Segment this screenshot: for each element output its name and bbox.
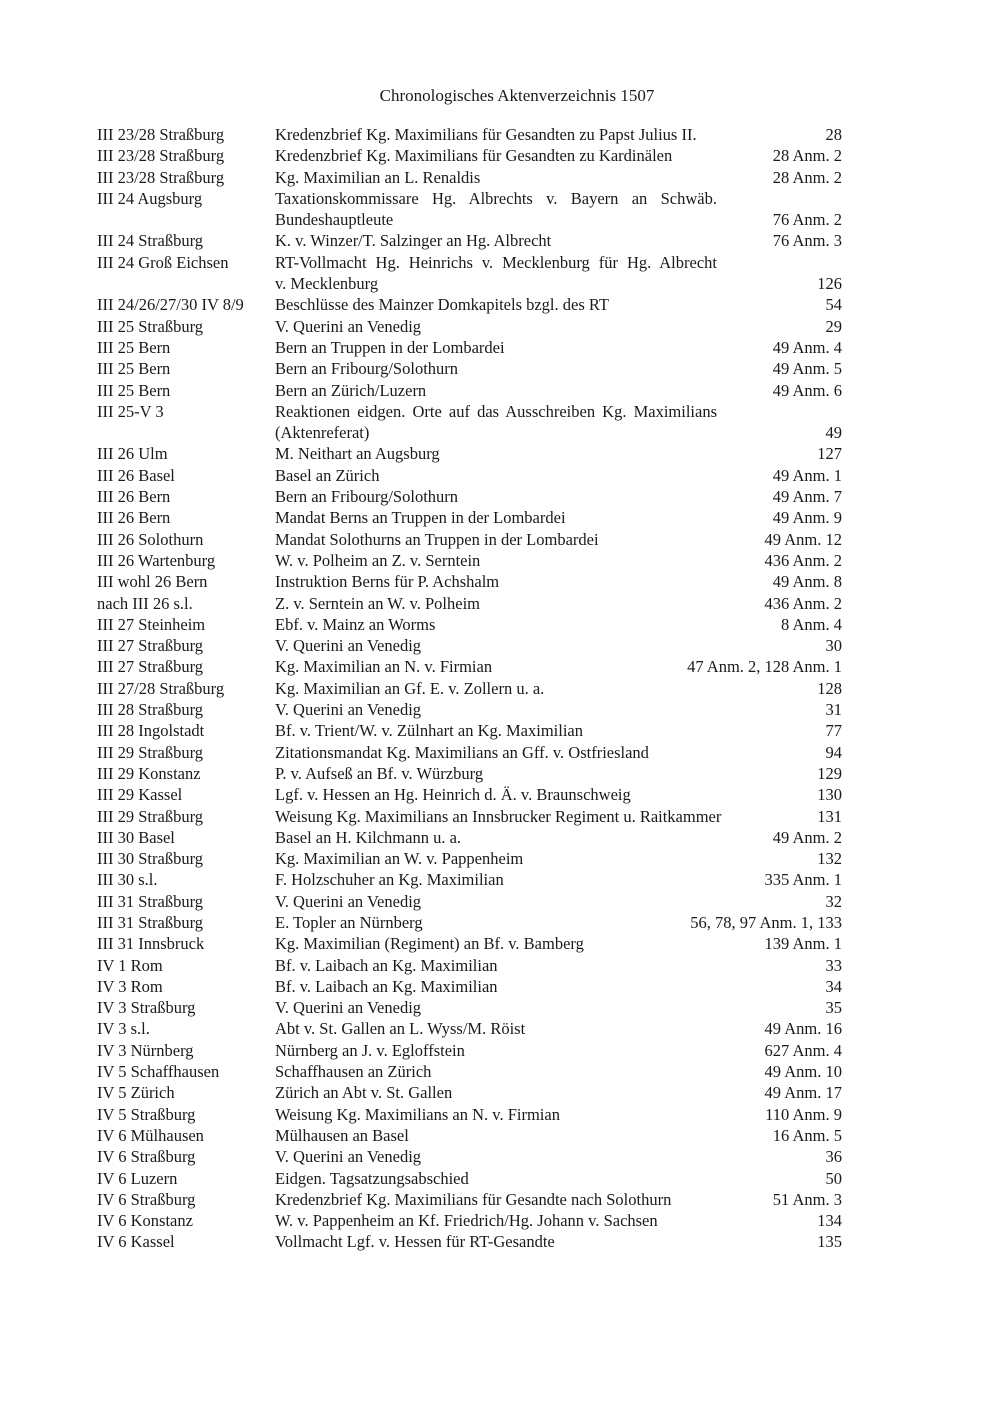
entry-date: III 23/28 Straßburg xyxy=(97,125,225,144)
register-entry xyxy=(97,891,842,912)
entry-description-line: Bern an Fribourg/Solothurn xyxy=(275,487,459,507)
entry-page-reference: 132 xyxy=(817,849,842,869)
entry-description-line: Kg. Maximilian an N. v. Firmian xyxy=(275,657,493,677)
entry-date: IV 5 Straßburg xyxy=(97,1104,196,1124)
entry-description xyxy=(275,1231,842,1252)
entry-description-line: V. Querini an Venedig xyxy=(275,700,422,720)
entry-description xyxy=(275,1040,842,1061)
entry-description xyxy=(275,720,842,741)
register-entry xyxy=(97,1125,842,1146)
entry-description-line: Vollmacht Lgf. v. Hessen für RT-Gesandte xyxy=(275,1232,555,1252)
entry-description-line: Kredenzbrief Kg. Maximilians für Gesandte nach Solothurn xyxy=(275,1189,672,1209)
register-entry xyxy=(97,593,842,614)
entry-description-line: Schaffhausen an Zürich xyxy=(275,1062,432,1082)
entry-description xyxy=(275,401,842,444)
register-entry xyxy=(97,550,842,571)
entry-description-line: Mandat Solothurns an Truppen in der Lombardei xyxy=(275,529,599,549)
entry-date: III 26 Wartenburg xyxy=(97,550,216,570)
register-entry xyxy=(97,401,842,444)
entry-date: III 29 Straßburg xyxy=(97,806,204,826)
entry-date: IV 6 Straßburg xyxy=(97,1147,196,1167)
entry-date: III 29 Straßburg xyxy=(97,742,204,762)
entry-description-line: K. v. Winzer/T. Salzinger an Hg. Albrecht xyxy=(275,231,552,251)
register-entry xyxy=(97,316,842,337)
entry-page-reference: 76 Anm. 3 xyxy=(772,231,842,251)
entry-description-line: v. Mecklenburg xyxy=(275,274,379,294)
entry-description xyxy=(275,124,842,145)
entry-description-line: RT-Vollmacht Hg. Heinrichs v. Mecklenburg für Hg. Albrecht xyxy=(275,252,717,272)
entry-date: III 25 Straßburg xyxy=(97,316,204,336)
register-entry xyxy=(97,976,842,997)
entry-description xyxy=(275,1018,842,1039)
entry-description xyxy=(275,380,842,401)
entry-date: IV 3 Rom xyxy=(97,976,163,996)
entry-description-line: Basel an Zürich xyxy=(275,465,380,485)
entry-description-line: Kredenzbrief Kg. Maximilians für Gesandten zu Papst Julius II. xyxy=(275,125,697,144)
entry-description-line: Eidgen. Tagsatzungsabschied xyxy=(275,1168,469,1188)
entry-date: III 26 Bern xyxy=(97,487,171,507)
entry-page-reference: 131 xyxy=(817,806,842,826)
entry-page-reference: 16 Anm. 5 xyxy=(772,1125,842,1145)
register-list xyxy=(97,124,842,1253)
entry-date: III 27 Straßburg xyxy=(97,657,204,677)
entry-date: nach III 26 s.l. xyxy=(97,593,193,613)
entry-date: III 24 Straßburg xyxy=(97,231,204,251)
register-entry xyxy=(97,571,842,592)
entry-description xyxy=(275,955,842,976)
entry-description xyxy=(275,1061,842,1082)
register-entry xyxy=(97,1231,842,1252)
entry-description-line: Weisung Kg. Maximilians an N. v. Firmian xyxy=(275,1104,560,1124)
entry-page-reference: 49 Anm. 5 xyxy=(772,359,842,379)
entry-date: IV 3 s.l. xyxy=(97,1019,150,1039)
entry-description xyxy=(275,806,842,827)
entry-description xyxy=(275,550,842,571)
register-entry xyxy=(97,869,842,890)
entry-date: III 28 Ingolstadt xyxy=(97,721,205,741)
register-entry xyxy=(97,337,842,358)
entry-page-reference: 36 xyxy=(825,1147,842,1167)
entry-page-reference: 49 Anm. 6 xyxy=(772,380,842,400)
entry-page-reference: 139 Anm. 1 xyxy=(764,934,842,954)
entry-page-reference: 135 xyxy=(817,1232,842,1252)
entry-description-line: P. v. Aufseß an Bf. v. Würzburg xyxy=(275,763,484,783)
entry-date: III 30 Basel xyxy=(97,827,175,847)
entry-page-reference: 126 xyxy=(817,274,842,294)
entry-date: III 25 Bern xyxy=(97,380,171,400)
entry-page-reference: 134 xyxy=(817,1211,842,1231)
entry-description xyxy=(275,763,842,784)
entry-description-line: M. Neithart an Augsburg xyxy=(275,444,440,464)
register-entry xyxy=(97,529,842,550)
entry-date: IV 6 Straßburg xyxy=(97,1189,196,1209)
entry-description xyxy=(275,827,842,848)
entry-page-reference: 49 Anm. 8 xyxy=(772,572,842,592)
entry-description xyxy=(275,869,842,890)
entry-description-line: Kg. Maximilian an Gf. E. v. Zollern u. a. xyxy=(275,678,545,698)
entry-date: IV 3 Straßburg xyxy=(97,998,196,1018)
register-entry xyxy=(97,933,842,954)
entry-description-line: Abt v. St. Gallen an L. Wyss/M. Röist xyxy=(275,1019,526,1039)
entry-description-line: Kg. Maximilian an W. v. Pappenheim xyxy=(275,849,524,869)
register-entry xyxy=(97,742,842,763)
entry-date: III 26 Solothurn xyxy=(97,529,204,549)
entry-description-line: Instruktion Berns für P. Achshalm xyxy=(275,572,500,592)
entry-page-reference: 49 Anm. 16 xyxy=(764,1019,842,1039)
entry-page-reference: 49 Anm. 7 xyxy=(772,487,842,507)
entry-description-line: F. Holzschuher an Kg. Maximilian xyxy=(275,870,504,890)
entry-description xyxy=(275,997,842,1018)
register-entry xyxy=(97,827,842,848)
entry-description xyxy=(275,848,842,869)
register-entry xyxy=(97,145,842,166)
entry-page-reference: 127 xyxy=(817,444,842,464)
register-entry xyxy=(97,955,842,976)
entry-description-line: Mandat Berns an Truppen in der Lombardei xyxy=(275,508,566,528)
register-entry xyxy=(97,1146,842,1167)
entry-description xyxy=(275,635,842,656)
entry-description xyxy=(275,358,842,379)
entry-description xyxy=(275,337,842,358)
entry-description-line: Z. v. Serntein an W. v. Polheim xyxy=(275,593,481,613)
entry-description xyxy=(275,145,842,166)
register-entry xyxy=(97,806,842,827)
entry-page-reference: 47 Anm. 2, 128 Anm. 1 xyxy=(687,657,842,677)
entry-description-line: Bf. v. Trient/W. v. Zülnhart an Kg. Maximilian xyxy=(275,721,583,741)
entry-date: IV 5 Zürich xyxy=(97,1083,175,1103)
entry-description-line: V. Querini an Venedig xyxy=(275,316,422,336)
entry-date: III 28 Straßburg xyxy=(97,700,204,720)
entry-page-reference: 130 xyxy=(817,785,842,805)
entry-description-line: Mülhausen an Basel xyxy=(275,1125,409,1145)
entry-page-reference: 30 xyxy=(825,636,842,656)
entry-description-line: Nürnberg an J. v. Egloffstein xyxy=(275,1040,465,1060)
entry-description xyxy=(275,678,842,699)
entry-description xyxy=(275,316,842,337)
entry-date: IV 3 Nürnberg xyxy=(97,1040,194,1060)
entry-description xyxy=(275,1125,842,1146)
entry-description-line: Kredenzbrief Kg. Maximilians für Gesandten zu Kardinälen xyxy=(275,146,673,166)
entry-description xyxy=(275,614,842,635)
register-entry xyxy=(97,167,842,188)
entry-date: III 24/26/27/30 IV 8/9 xyxy=(97,295,244,315)
register-entry xyxy=(97,720,842,741)
entry-page-reference: 77 xyxy=(825,721,842,741)
entry-date: IV 6 Luzern xyxy=(97,1168,178,1188)
entry-description xyxy=(275,976,842,997)
register-entry xyxy=(97,294,842,315)
register-entry xyxy=(97,635,842,656)
entry-description xyxy=(275,167,842,188)
entry-date: III 29 Kassel xyxy=(97,785,183,805)
entry-description xyxy=(275,486,842,507)
entry-page-reference: 94 xyxy=(825,742,842,762)
entry-description xyxy=(275,188,842,231)
entry-description xyxy=(275,465,842,486)
register-entry xyxy=(97,188,842,231)
entry-description-line: Bern an Zürich/Luzern xyxy=(275,380,427,400)
register-entry xyxy=(97,1018,842,1039)
entry-description xyxy=(275,699,842,720)
entry-page-reference: 35 xyxy=(825,998,842,1018)
entry-date: III 23/28 Straßburg xyxy=(97,146,225,166)
entry-date: III 26 Ulm xyxy=(97,444,168,464)
entry-description xyxy=(275,1104,842,1125)
entry-description-line: Ebf. v. Mainz an Worms xyxy=(275,614,436,634)
entry-page-reference: 28 Anm. 2 xyxy=(772,146,842,166)
register-entry xyxy=(97,912,842,933)
entry-page-reference: 49 xyxy=(825,423,842,443)
register-entry xyxy=(97,358,842,379)
entry-description xyxy=(275,443,842,464)
page-header: Chronologisches Aktenverzeichnis 1507 xyxy=(379,86,655,105)
entry-page-reference: 436 Anm. 2 xyxy=(764,550,842,570)
entry-description-line: Bundeshauptleute xyxy=(275,210,394,230)
entry-date: IV 6 Konstanz xyxy=(97,1211,193,1231)
entry-description-line: Kg. Maximilian (Regiment) an Bf. v. Bamberg xyxy=(275,934,584,954)
entry-description xyxy=(275,529,842,550)
entry-date: III 29 Konstanz xyxy=(97,763,201,783)
entry-date: IV 5 Schaffhausen xyxy=(97,1062,220,1082)
entry-description xyxy=(275,1082,842,1103)
entry-description-line: V. Querini an Venedig xyxy=(275,891,422,911)
entry-description-line: Bern an Fribourg/Solothurn xyxy=(275,359,459,379)
entry-page-reference: 49 Anm. 2 xyxy=(772,827,842,847)
entry-date: III 24 Augsburg xyxy=(97,188,203,208)
entry-description xyxy=(275,784,842,805)
entry-date: IV 1 Rom xyxy=(97,955,163,975)
entry-description-line: Taxationskommissare Hg. Albrechts v. Bayern an Schwäb. xyxy=(275,188,717,208)
entry-page-reference: 49 Anm. 9 xyxy=(772,508,842,528)
register-entry xyxy=(97,656,842,677)
entry-page-reference: 31 xyxy=(825,700,842,720)
register-entry xyxy=(97,1104,842,1125)
entry-page-reference: 49 Anm. 12 xyxy=(764,529,842,549)
register-entry xyxy=(97,486,842,507)
entry-description-line: V. Querini an Venedig xyxy=(275,1147,422,1167)
entry-page-reference: 128 xyxy=(817,678,842,698)
entry-description-line: V. Querini an Venedig xyxy=(275,636,422,656)
entry-date: III 27 Steinheim xyxy=(97,614,206,634)
entry-page-reference: 28 xyxy=(825,125,842,144)
entry-date: III 26 Basel xyxy=(97,465,175,485)
entry-date: IV 6 Kassel xyxy=(97,1232,175,1252)
entry-page-reference: 54 xyxy=(825,295,842,315)
register-entry xyxy=(97,380,842,401)
entry-date: III 25 Bern xyxy=(97,359,171,379)
register-entry xyxy=(97,678,842,699)
entry-description xyxy=(275,507,842,528)
register-entry xyxy=(97,848,842,869)
entry-description-line: Lgf. v. Hessen an Hg. Heinrich d. Ä. v. Braunschweig xyxy=(275,785,631,805)
entry-page-reference: 28 Anm. 2 xyxy=(772,167,842,187)
entry-date: III 24 Groß Eichsen xyxy=(97,252,229,272)
entry-page-reference: 49 Anm. 10 xyxy=(764,1062,842,1082)
entry-date: III wohl 26 Bern xyxy=(97,572,208,592)
entry-page-reference: 33 xyxy=(825,955,842,975)
entry-description-line: (Aktenreferat) xyxy=(275,423,370,443)
entry-description-line: Kg. Maximilian an L. Renaldis xyxy=(275,167,481,187)
entry-date: III 25-V 3 xyxy=(97,401,164,421)
entry-page-reference: 32 xyxy=(825,891,842,911)
entry-description-line: Basel an H. Kilchmann u. a. xyxy=(275,827,462,847)
entry-description xyxy=(275,1168,842,1189)
register-entry xyxy=(97,230,842,251)
entry-description-line: V. Querini an Venedig xyxy=(275,998,422,1018)
entry-date: III 31 Straßburg xyxy=(97,912,204,932)
register-entry xyxy=(97,614,842,635)
entry-description-line: Bern an Truppen in der Lombardei xyxy=(275,337,505,357)
entry-description xyxy=(275,593,842,614)
entry-date: III 27 Straßburg xyxy=(97,636,204,656)
entry-description xyxy=(275,1189,842,1210)
register-entry xyxy=(97,1210,842,1231)
register-entry xyxy=(97,1168,842,1189)
entry-page-reference: 436 Anm. 2 xyxy=(764,593,842,613)
entry-description xyxy=(275,230,842,251)
register-entry xyxy=(97,997,842,1018)
register-entry xyxy=(97,124,842,145)
entry-description xyxy=(275,252,842,295)
entry-date: III 27/28 Straßburg xyxy=(97,678,225,698)
entry-description-line: Zürich an Abt v. St. Gallen xyxy=(275,1083,453,1103)
entry-description xyxy=(275,571,842,592)
entry-page-reference: 8 Anm. 4 xyxy=(781,614,842,634)
entry-date: III 23/28 Straßburg xyxy=(97,167,225,187)
register-entry xyxy=(97,1082,842,1103)
entry-date: IV 6 Mülhausen xyxy=(97,1125,204,1145)
register-entry xyxy=(97,763,842,784)
register-entry xyxy=(97,252,842,295)
entry-description xyxy=(275,294,842,315)
entry-description-line: Bf. v. Laibach an Kg. Maximilian xyxy=(275,976,498,996)
register-entry xyxy=(97,1061,842,1082)
entry-page-reference: 34 xyxy=(825,976,842,996)
entry-description-line: Beschlüsse des Mainzer Domkapitels bzgl. des RT xyxy=(275,295,609,315)
register-entry xyxy=(97,784,842,805)
entry-page-reference: 49 Anm. 4 xyxy=(772,337,842,357)
entry-page-reference: 56, 78, 97 Anm. 1, 133 xyxy=(690,912,842,932)
entry-page-reference: 627 Anm. 4 xyxy=(764,1040,842,1060)
entry-description-line: W. v. Pappenheim an Kf. Friedrich/Hg. Johann v. Sachsen xyxy=(275,1211,658,1231)
entry-page-reference: 49 Anm. 17 xyxy=(764,1083,842,1103)
entry-page-reference: 50 xyxy=(825,1168,842,1188)
entry-description xyxy=(275,933,842,954)
entry-date: III 30 Straßburg xyxy=(97,849,204,869)
entry-description-line: Reaktionen eidgen. Orte auf das Ausschreiben Kg. Maximilians xyxy=(275,401,717,421)
entry-date: III 31 Straßburg xyxy=(97,891,204,911)
entry-description xyxy=(275,891,842,912)
entry-date: III 25 Bern xyxy=(97,337,171,357)
entry-description-line: W. v. Polheim an Z. v. Serntein xyxy=(275,550,481,570)
register-entry xyxy=(97,507,842,528)
entry-page-reference: 76 Anm. 2 xyxy=(772,210,842,230)
entry-page-reference: 335 Anm. 1 xyxy=(764,870,842,890)
entry-date: III 26 Bern xyxy=(97,508,171,528)
entry-description xyxy=(275,742,842,763)
register-entry xyxy=(97,699,842,720)
entry-date: III 31 Innsbruck xyxy=(97,934,205,954)
register-entry xyxy=(97,465,842,486)
register-entry xyxy=(97,1189,842,1210)
entry-page-reference: 110 Anm. 9 xyxy=(765,1104,842,1124)
entry-page-reference: 49 Anm. 1 xyxy=(772,465,842,485)
register-entry xyxy=(97,443,842,464)
entry-description xyxy=(275,1210,842,1231)
entry-date: III 30 s.l. xyxy=(97,870,158,890)
entry-page-reference: 29 xyxy=(825,316,842,336)
entry-page-reference: 129 xyxy=(817,763,842,783)
entry-page-reference: 51 Anm. 3 xyxy=(772,1189,842,1209)
entry-description-line: Weisung Kg. Maximilians an Innsbrucker Regiment u. Raitkammer xyxy=(275,806,722,826)
entry-description-line: E. Topler an Nürnberg xyxy=(275,912,423,932)
entry-description-line: Bf. v. Laibach an Kg. Maximilian xyxy=(275,955,498,975)
entry-description-line: Zitationsmandat Kg. Maximilians an Gff. v. Ostfriesland xyxy=(275,742,649,762)
register-entry xyxy=(97,1040,842,1061)
entry-description xyxy=(275,1146,842,1167)
